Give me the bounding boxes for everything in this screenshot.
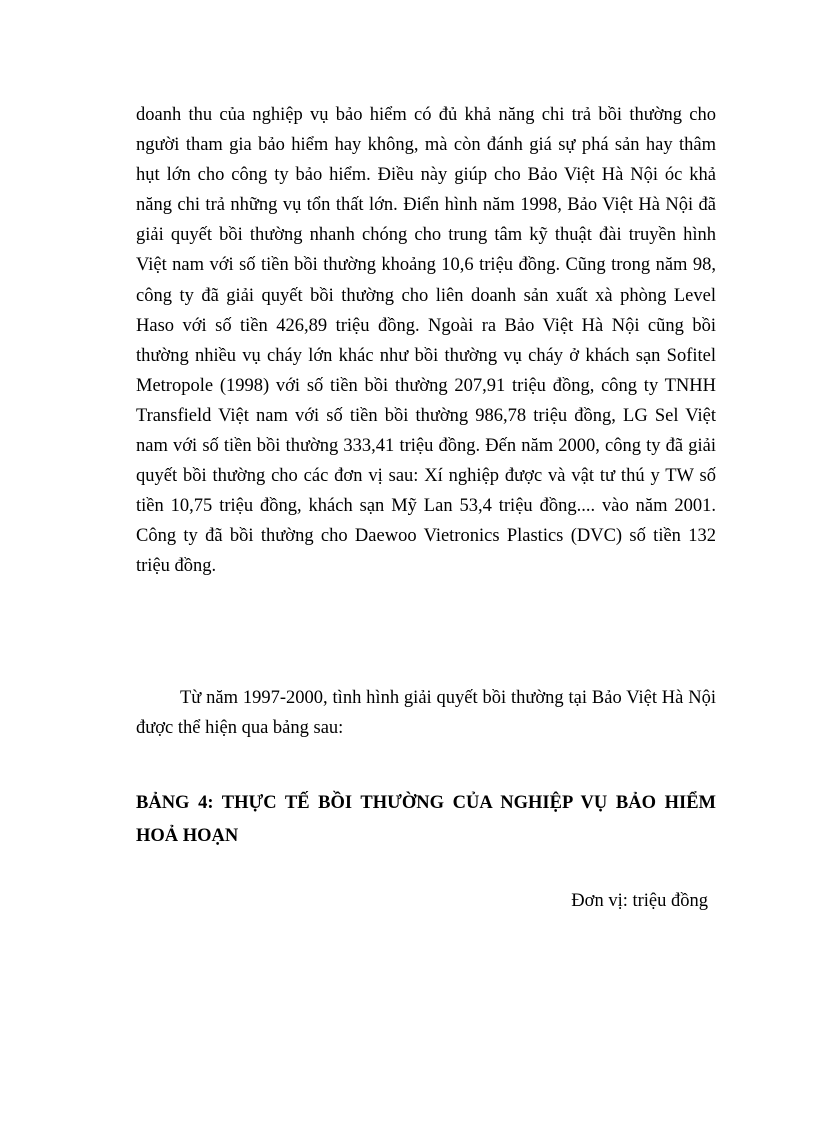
unit-label: Đơn vị: triệu đồng: [571, 891, 708, 911]
body-paragraph-compensation-cases: doanh thu của nghiệp vụ bảo hiểm có đủ khả năng chi trả bồi thường cho người tham gia bảo hiểm hay không, mà còn đánh giá sự phá sản hay thâm hụt lớn cho công ty bảo hiểm. Điều này giúp cho Bảo Việt Hà Nội óc khả năng chi trả những vụ tổn thất lớn. Điển hình năm 1998, Bảo Việt Hà Nội đã giải quyết bồi thường nhanh chóng cho trung tâm kỹ thuật đài truyền hình Việt nam với số tiền bồi thường khoảng 10,6 triệu đồng. Cũng trong năm 98, công ty đã giải quyết bồi thường cho liên doanh sản xuất xà phòng Level Haso với số tiền 426,89 triệu đồng. Ngoài ra Bảo Việt Hà Nội cũng bồi thường nhiều vụ cháy lớn khác như bồi thường vụ cháy ở khách sạn Sofitel Metropole (1998) với số tiền bồi thường 207,91 triệu đồng, công ty TNHH Transfield Việt nam với số tiền bồi thường 986,78 triệu đồng, LG Sel Việt nam với số tiền bồi thường 333,41 triệu đồng. Đến năm 2000, công ty đã giải quyết bồi thường cho các đơn vị sau: Xí nghiệp được và vật tư thú y TW số tiền 10,75 triệu đồng, khách sạn Mỹ Lan 53,4 triệu đồng.... vào năm 2001. Công ty đã bồi thường cho Daewoo Vietronics Plastics (DVC) số tiền 132 triệu đồng.: [136, 105, 716, 577]
body-paragraph-table-intro: Từ năm 1997-2000, tình hình giải quyết bồi thường tại Bảo Việt Hà Nội được thể hiện qua bảng sau:: [136, 688, 716, 739]
table-title: BẢNG 4: THỰC TẾ BỒI THƯỜNG CỦA NGHIỆP VỤ BẢO HIỂM HOẢ HOẠN: [136, 793, 716, 846]
